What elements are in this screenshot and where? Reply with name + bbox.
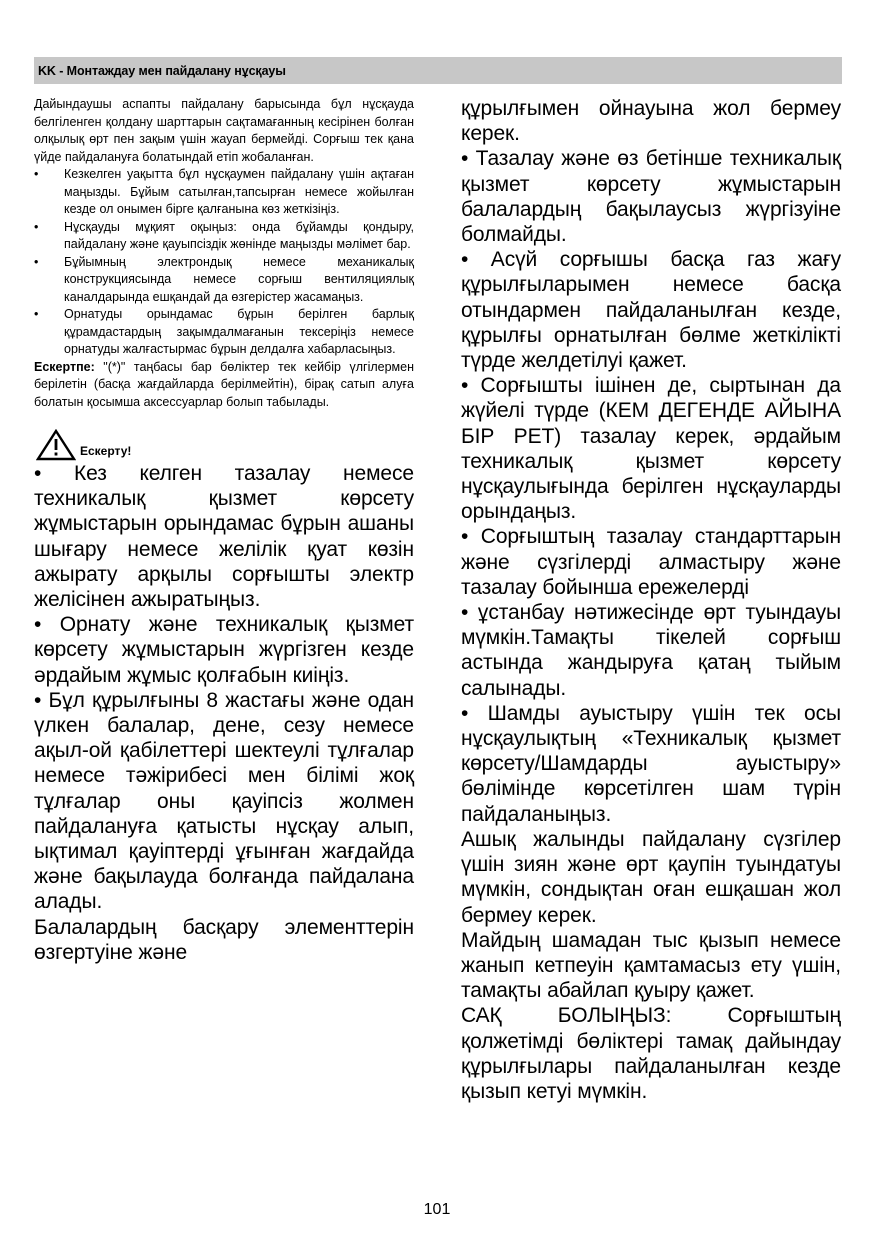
warning-paragraph: • Бұл құрылғыны 8 жастағы және одан үлкен балалар, дене, сезу немесе ақыл-ой қабілеттері шектеулі тұлғалар немесе тәжірибесі мен білімі жоқ тұлғалар оны қауіпсіз жолмен пайдалануға қатысты нұсқау алып, ықтимал қауіптерді ұғынған жағдайда және бақылауда болғанда пайдалана алады.: [34, 688, 414, 914]
warning-paragraph: • Шамды ауыстыру үшін тек осы нұсқаулықтың «Техникалық қызмет көрсету/Шамдарды ауыстыру» бөлімінде көрсетілген шам түрін пайдаланыңыз.: [461, 701, 841, 826]
note-text: "(*)" таңбасы бар бөліктер тек кейбір үлгілермен берілетін (басқа жағдайларда берілмейтін), бірақ сатып алуға болатын қосымша аксессуарлар болып табылады.: [34, 359, 414, 409]
note-label: Ескертпе:: [34, 359, 95, 374]
bullet-item: • Нұсқауды мұқият оқыңыз: онда бұйамды қондыру, пайдалану және қауыпсіздік жөнінде маңызды мәлімет бар.: [34, 219, 414, 251]
safety-bullet-list: [34, 166, 414, 359]
note-paragraph: [34, 359, 414, 412]
warning-paragraph: • Сорғыштың тазалау стандарттарын және сүзгілерді алмастыру және тазалау бойынша ережелерді: [461, 525, 841, 599]
left-column: [34, 96, 414, 965]
section-header: [34, 57, 842, 84]
bullet-dot-icon: •: [34, 167, 39, 181]
page-number: 101: [423, 1201, 451, 1218]
bullet-item: • Кезкелген уақытта бұл нұсқаумен пайдалану үшін ақтаған маңызды. Бұйым сатылған,тапсырған немесе жойылған кезде ол онымен бірге қалғанына көз жеткізіңіз.: [34, 167, 414, 216]
bullet-dot-icon: •: [34, 219, 39, 234]
warning-paragraph: САҚ БОЛЫҢЫЗ: Сорғыштың қолжетімді бөліктері тамақ дайындау құрылғылары пайдаланылған кезде қызып кетуі мүмкін.: [461, 1004, 841, 1103]
warning-label: Ескерту!: [80, 444, 132, 458]
bullet-item: • Орнатуды орындамас бұрын берілген барлық құрамдастардың зақымдалмағанын тексеріңіз немесе орнатуды жалғастырмас бұрын делдалға хабарласыңыз.: [34, 307, 414, 356]
bullet-dot-icon: •: [34, 307, 39, 321]
warning-paragraph: Ашық жалынды пайдалану сүзгілер үшін зиян және өрт қаупін туындатуы мүмкін, сондықтан оған ешқашан жол бермеу керек.: [461, 827, 841, 927]
warning-paragraph: • Асүй сорғышы басқа газ жағу құрылғыларымен немесе басқа отындармен пайдаланылған кезде, құрылғы орнатылған бөлме жеткілікті түрде желдетілуі қажет.: [461, 248, 841, 373]
warning-paragraph: құрылғымен ойнауына жол бермеу керек.: [461, 97, 841, 146]
warning-paragraph: Балалардың басқару элементтерін өзгертуіне және: [34, 915, 414, 964]
right-column: [461, 96, 841, 1104]
intro-paragraph: Дайындаушы аспапты пайдалану барысында бұл нұсқауда белгіленген қолдану шарттарын сақтамағанның кесірінен болған олқылық өрт пен зақым үшін жауап бермейді. Сорғыш тек қана үйде пайдалануға болатындай етіп жобаланған.: [34, 97, 414, 164]
warning-paragraph: Майдың шамадан тыс қызып немесе жанып кетпеуін қамтамасыз ету үшін, тамақты абайлап қуыру қажет.: [461, 928, 841, 1003]
warning-triangle-icon: [36, 429, 76, 461]
warning-heading: [34, 427, 414, 461]
bullet-item: • Бұйымның электрондық немесе механикалық конструкциясында немесе сорғыш вентиляциялық каналдарында ешқандай да өзгерістер жасамаңыз.: [34, 254, 414, 304]
warning-paragraph: • ұстанбау нәтижесінде өрт туындауы мүмкін.Тамақты тікелей сорғыш астында жандыруға қатаң тыйым салынады.: [461, 601, 841, 700]
warning-paragraph: • Тазалау және өз бетінше техникалық қызмет көрсету жұмыстарын балалардың бақылаусыз жүргізуіне болмайды.: [461, 147, 841, 247]
bullet-dot-icon: •: [34, 254, 39, 269]
warning-paragraph: • Кез келген тазалау немесе техникалық қызмет көрсету жұмыстарын орындамас бұрын ашаны шығару немесе желілік қуат көзін ажырату арқылы сорғышты электр желісінен ажыратыңыз.: [34, 462, 414, 612]
warning-paragraph: • Орнату және техникалық қызмет көрсету жұмыстарын жүргізген кезде әрдайым жұмыс қолғабын киіңіз.: [34, 613, 414, 687]
warning-paragraph: • Сорғышты ішінен де, сыртынан да жүйелі түрде (КЕМ ДЕГЕНДЕ АЙЫНА БІР РЕТ) тазалау керек, әрдайым техникалық қызмет көрсету нұсқаулығында берілген нұсқауларды орындаңыз.: [461, 374, 841, 524]
section-title: KK - Монтаждау мен пайдалану нұсқауы: [38, 64, 286, 78]
